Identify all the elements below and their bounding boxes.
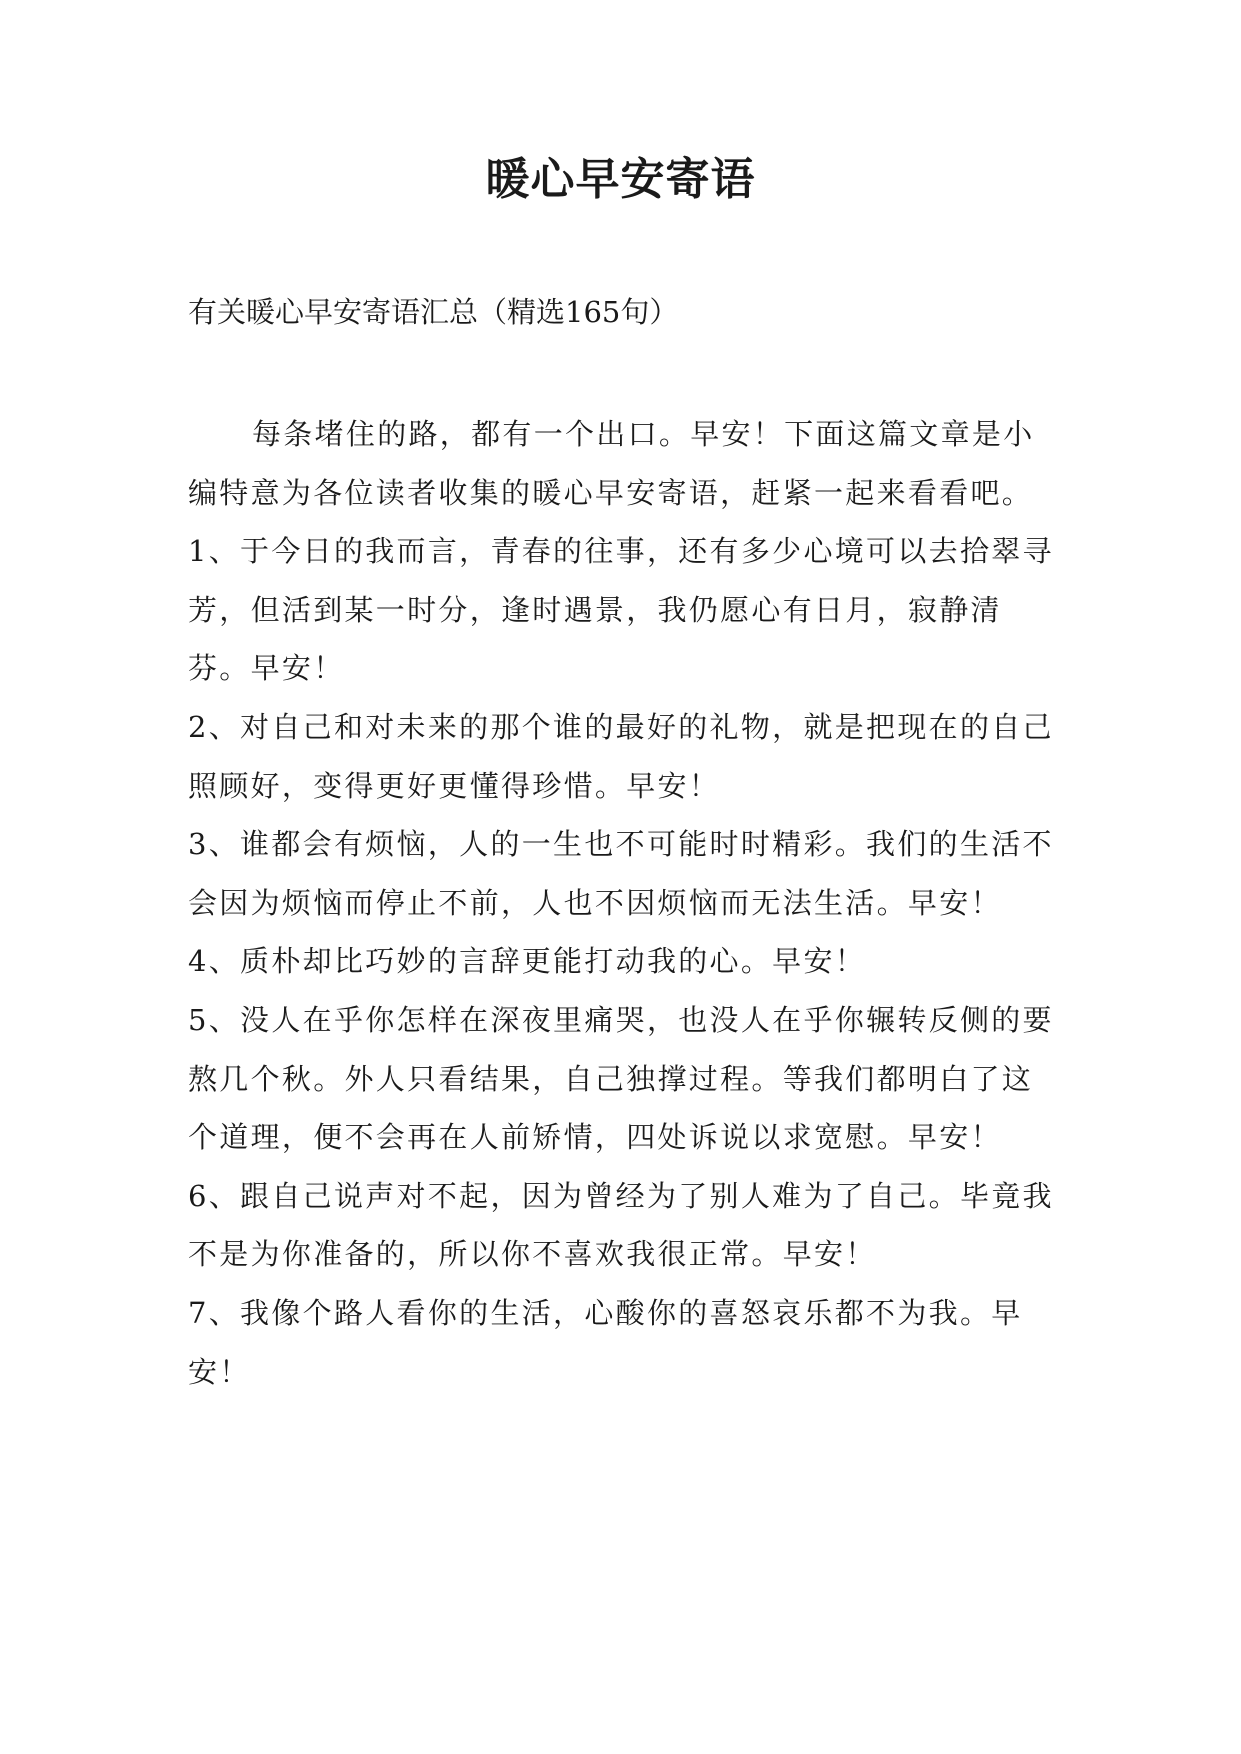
list-item: 4、质朴却比巧妙的言辞更能打动我的心。早安！ bbox=[188, 944, 867, 979]
intro-paragraph: 每条堵住的路，都有一个出口。早安！下面这篇文章是小编特意为各位读者收集的暖心早安寄语，赶紧一起来看看吧。 bbox=[188, 417, 1035, 510]
list-item: 1、于今日的我而言，青春的往事，还有多少心境可以去拾翠寻芳，但活到某一时分，逢时遇景，我仍愿心有日月，寂静清芬。早安！ bbox=[188, 534, 1054, 686]
list-item: 6、跟自己说声对不起，因为曾经为了别人难为了自己。毕竟我不是为你准备的，所以你不喜欢我很正常。早安！ bbox=[188, 1178, 1054, 1272]
list-item: 7、我像个路人看你的生活，心酸你的喜怒哀乐都不为我。早安！ bbox=[188, 1295, 1023, 1389]
list-item: 3、谁都会有烦恼，人的一生也不可能时时精彩。我们的生活不会因为烦恼而停止不前，人也不因烦恼而无法生活。早安！ bbox=[188, 827, 1054, 920]
page-subtitle: 有关暖心早安寄语汇总（精选165句） bbox=[188, 295, 679, 329]
list-item: 5、没人在乎你怎样在深夜里痛哭，也没人在乎你辗转反侧的要熬几个秋。外人只看结果，自己独撑过程。等我们都明白了这个道理，便不会再在人前矫情，四处诉说以求宽慰。早安！ bbox=[188, 1002, 1054, 1155]
page-title: 暖心早安寄语 bbox=[485, 154, 756, 205]
document-body bbox=[188, 405, 1058, 1401]
list-item: 2、对自己和对未来的那个谁的最好的礼物，就是把现在的自己照顾好，变得更好更懂得珍惜。早安！ bbox=[188, 709, 1054, 803]
